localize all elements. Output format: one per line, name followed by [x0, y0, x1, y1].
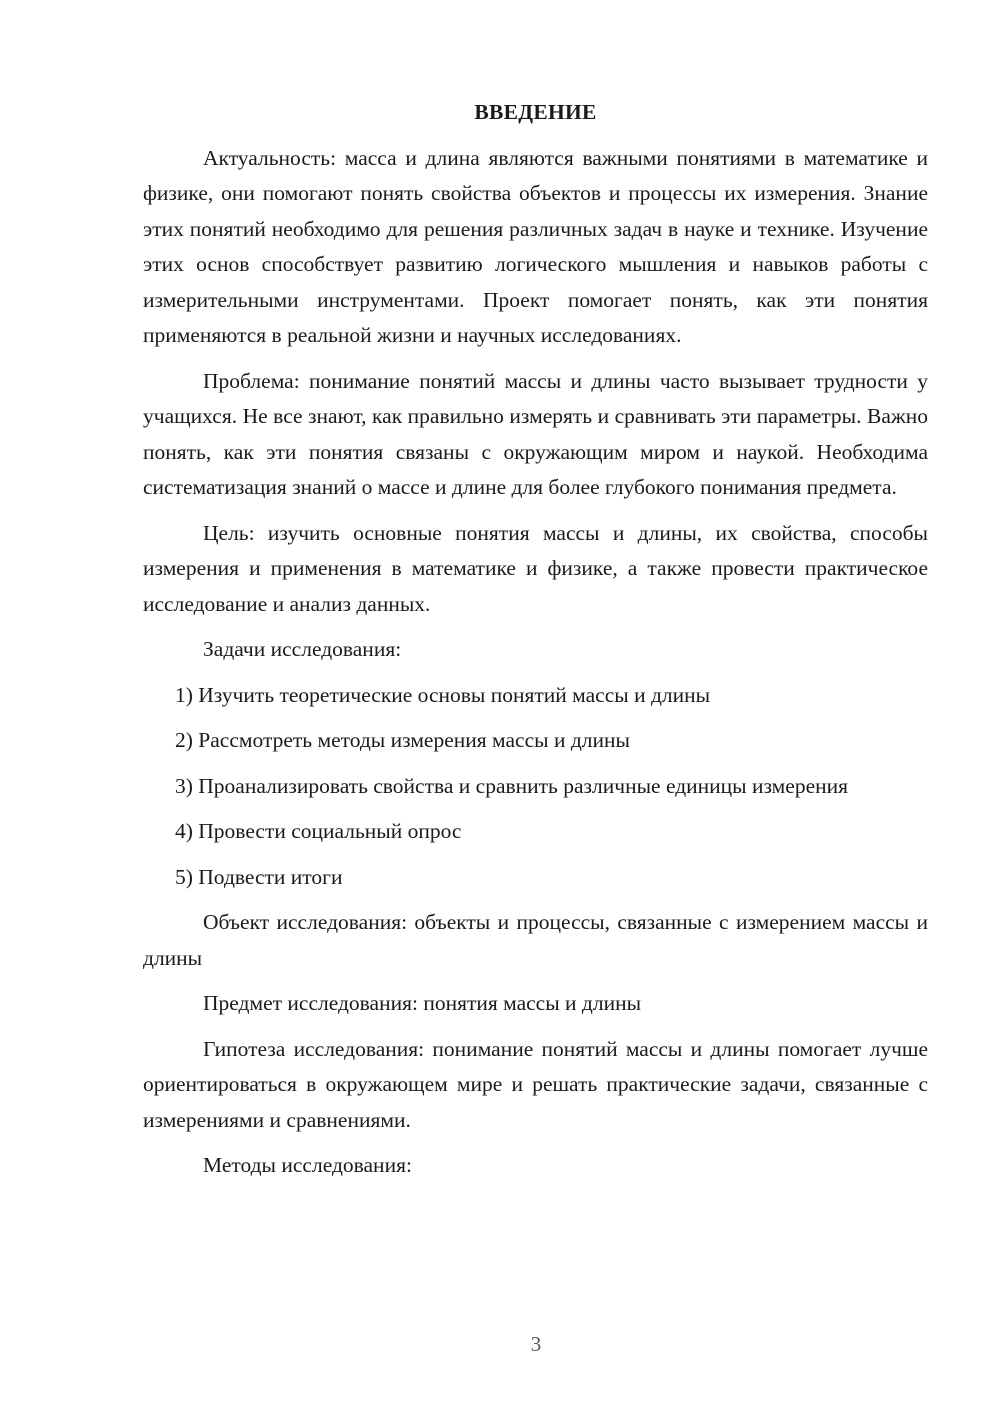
task-item: 5) Подвести итоги	[175, 864, 343, 889]
paragraph-goal: Цель: изучить основные понятия массы и длины, их свойства, способы измерения и применения в математике и физике, а также провести практическое исследование и анализ данных.	[143, 520, 928, 616]
page-title: ВВЕДЕНИЕ	[474, 100, 597, 124]
paragraph-object: Объект исследования: объекты и процессы, связанные с измерением массы и длины	[143, 910, 928, 970]
paragraph-relevance: Актуальность: масса и длина являются важными понятиями в математике и физике, они помогают понять свойства объектов и процессы их измерения. Знание этих понятий необходимо для решения различных задач в науке и технике. Изучение этих основ способствует развитию логического мышления и навыков работы с измерительными инструментами. Проект помогает понять, как эти понятия применяются в реальной жизни и научных исследованиях.	[143, 145, 928, 347]
task-item: 3) Проанализировать свойства и сравнить различные единицы измерения	[175, 773, 849, 798]
methods-heading: Методы исследования:	[203, 1153, 412, 1177]
tasks-heading: Задачи исследования:	[203, 637, 402, 661]
task-item: 1) Изучить теоретические основы понятий массы и длины	[175, 682, 711, 707]
paragraph-problem: Проблема: понимание понятий массы и длины часто вызывает трудности у учащихся. Не все знают, как правильно измерять и сравнивать эти параметры. Важно понять, как эти понятия связаны с окружающим миром и наукой. Необходима систематизация знаний о массе и длине для более глубокого понимания предмета.	[143, 368, 928, 499]
paragraph-subject: Предмет исследования: понятия массы и длины	[203, 991, 642, 1015]
paragraph-hypothesis: Гипотеза исследования: понимание понятий массы и длины помогает лучше ориентироваться в окружающем мире и решать практические задачи, связанные с измерениями и сравнениями.	[143, 1036, 928, 1132]
page-number: 3	[530, 1332, 542, 1356]
document-page	[143, 95, 928, 1194]
task-item: 4) Провести социальный опрос	[175, 819, 462, 843]
task-item: 2) Рассмотреть методы измерения массы и длины	[175, 728, 630, 752]
